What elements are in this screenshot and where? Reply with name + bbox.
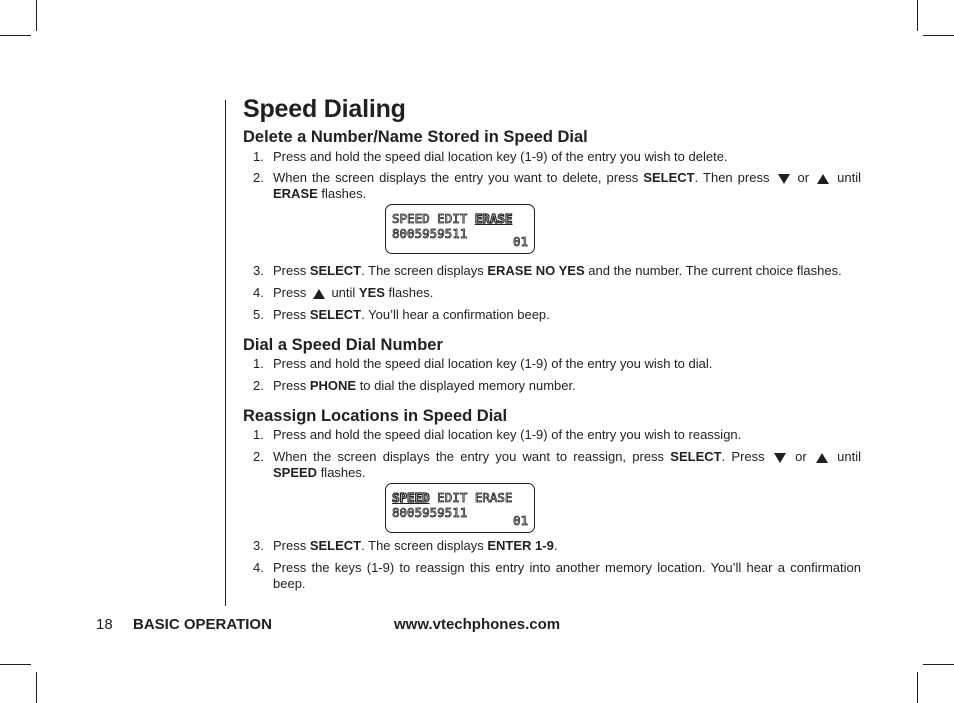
list-item: 1. Press and hold the speed dial location key (1-9) of the entry you wish to delete. (253, 149, 728, 164)
crop-mark (923, 35, 954, 36)
lcd-location: 01 (512, 513, 528, 528)
down-arrow-icon (774, 453, 786, 463)
list-item: 2. When the screen displays the entry you want to reassign, press SELECT. Press or until SPEED flashes. (253, 449, 861, 480)
up-arrow-icon (816, 453, 828, 463)
list-item: 3. Press SELECT. The screen displays ERASE NO YES and the number. The current choice flashes. (253, 263, 842, 278)
list-item: 4. Press the keys (1-9) to reassign this entry into another memory location. You’ll hear a confirmation beep. (253, 560, 861, 591)
list-item: 2. Press PHONE to dial the displayed memory number. (253, 378, 576, 393)
list-item: 2. When the screen displays the entry you want to delete, press SELECT. Then press or until ERASE flashes. (253, 170, 861, 201)
list-item: 5. Press SELECT. You’ll hear a confirmation beep. (253, 307, 550, 322)
up-arrow-icon (313, 289, 325, 299)
up-arrow-icon (817, 174, 829, 184)
crop-mark (36, 672, 37, 703)
crop-mark (0, 35, 31, 36)
crop-mark (917, 0, 918, 31)
lcd-number: 8005959511 (392, 226, 468, 241)
crop-mark (917, 672, 918, 703)
list-item: 4. Press until YES flashes. (253, 285, 434, 300)
crop-mark (36, 0, 37, 31)
down-arrow-icon (778, 174, 790, 184)
crop-mark (0, 664, 31, 665)
crop-mark (923, 664, 954, 665)
page-number: 18 (96, 616, 113, 633)
footer-section-title: BASIC OPERATION (133, 616, 272, 633)
lcd-highlight: SPEED (392, 490, 430, 505)
list-item: 1. Press and hold the speed dial location key (1-9) of the entry you wish to reassign. (253, 427, 742, 442)
page-content (243, 94, 861, 592)
section-heading-reassign: Reassign Locations in Speed Dial (243, 407, 508, 425)
list-item: 1. Press and hold the speed dial location key (1-9) of the entry you wish to dial. (253, 356, 713, 371)
lcd-location: 01 (512, 234, 528, 249)
section-heading-delete: Delete a Number/Name Stored in Speed Dial (243, 128, 588, 146)
list-item: 3. Press SELECT. The screen displays ENTER 1-9. (253, 538, 558, 553)
margin-rule (225, 100, 226, 606)
footer-url: www.vtechphones.com (394, 616, 561, 633)
page-title: Speed Dialing (243, 95, 406, 123)
lcd-number: 8005959511 (392, 505, 468, 520)
section-heading-dial: Dial a Speed Dial Number (243, 336, 443, 354)
lcd-highlight: ERASE (474, 211, 513, 226)
lcd-screen-erase: SPEED EDIT ERASE 8005959511 01 (385, 204, 535, 254)
lcd-screen-speed: SPEED EDIT ERASE 8005959511 01 (385, 483, 535, 533)
